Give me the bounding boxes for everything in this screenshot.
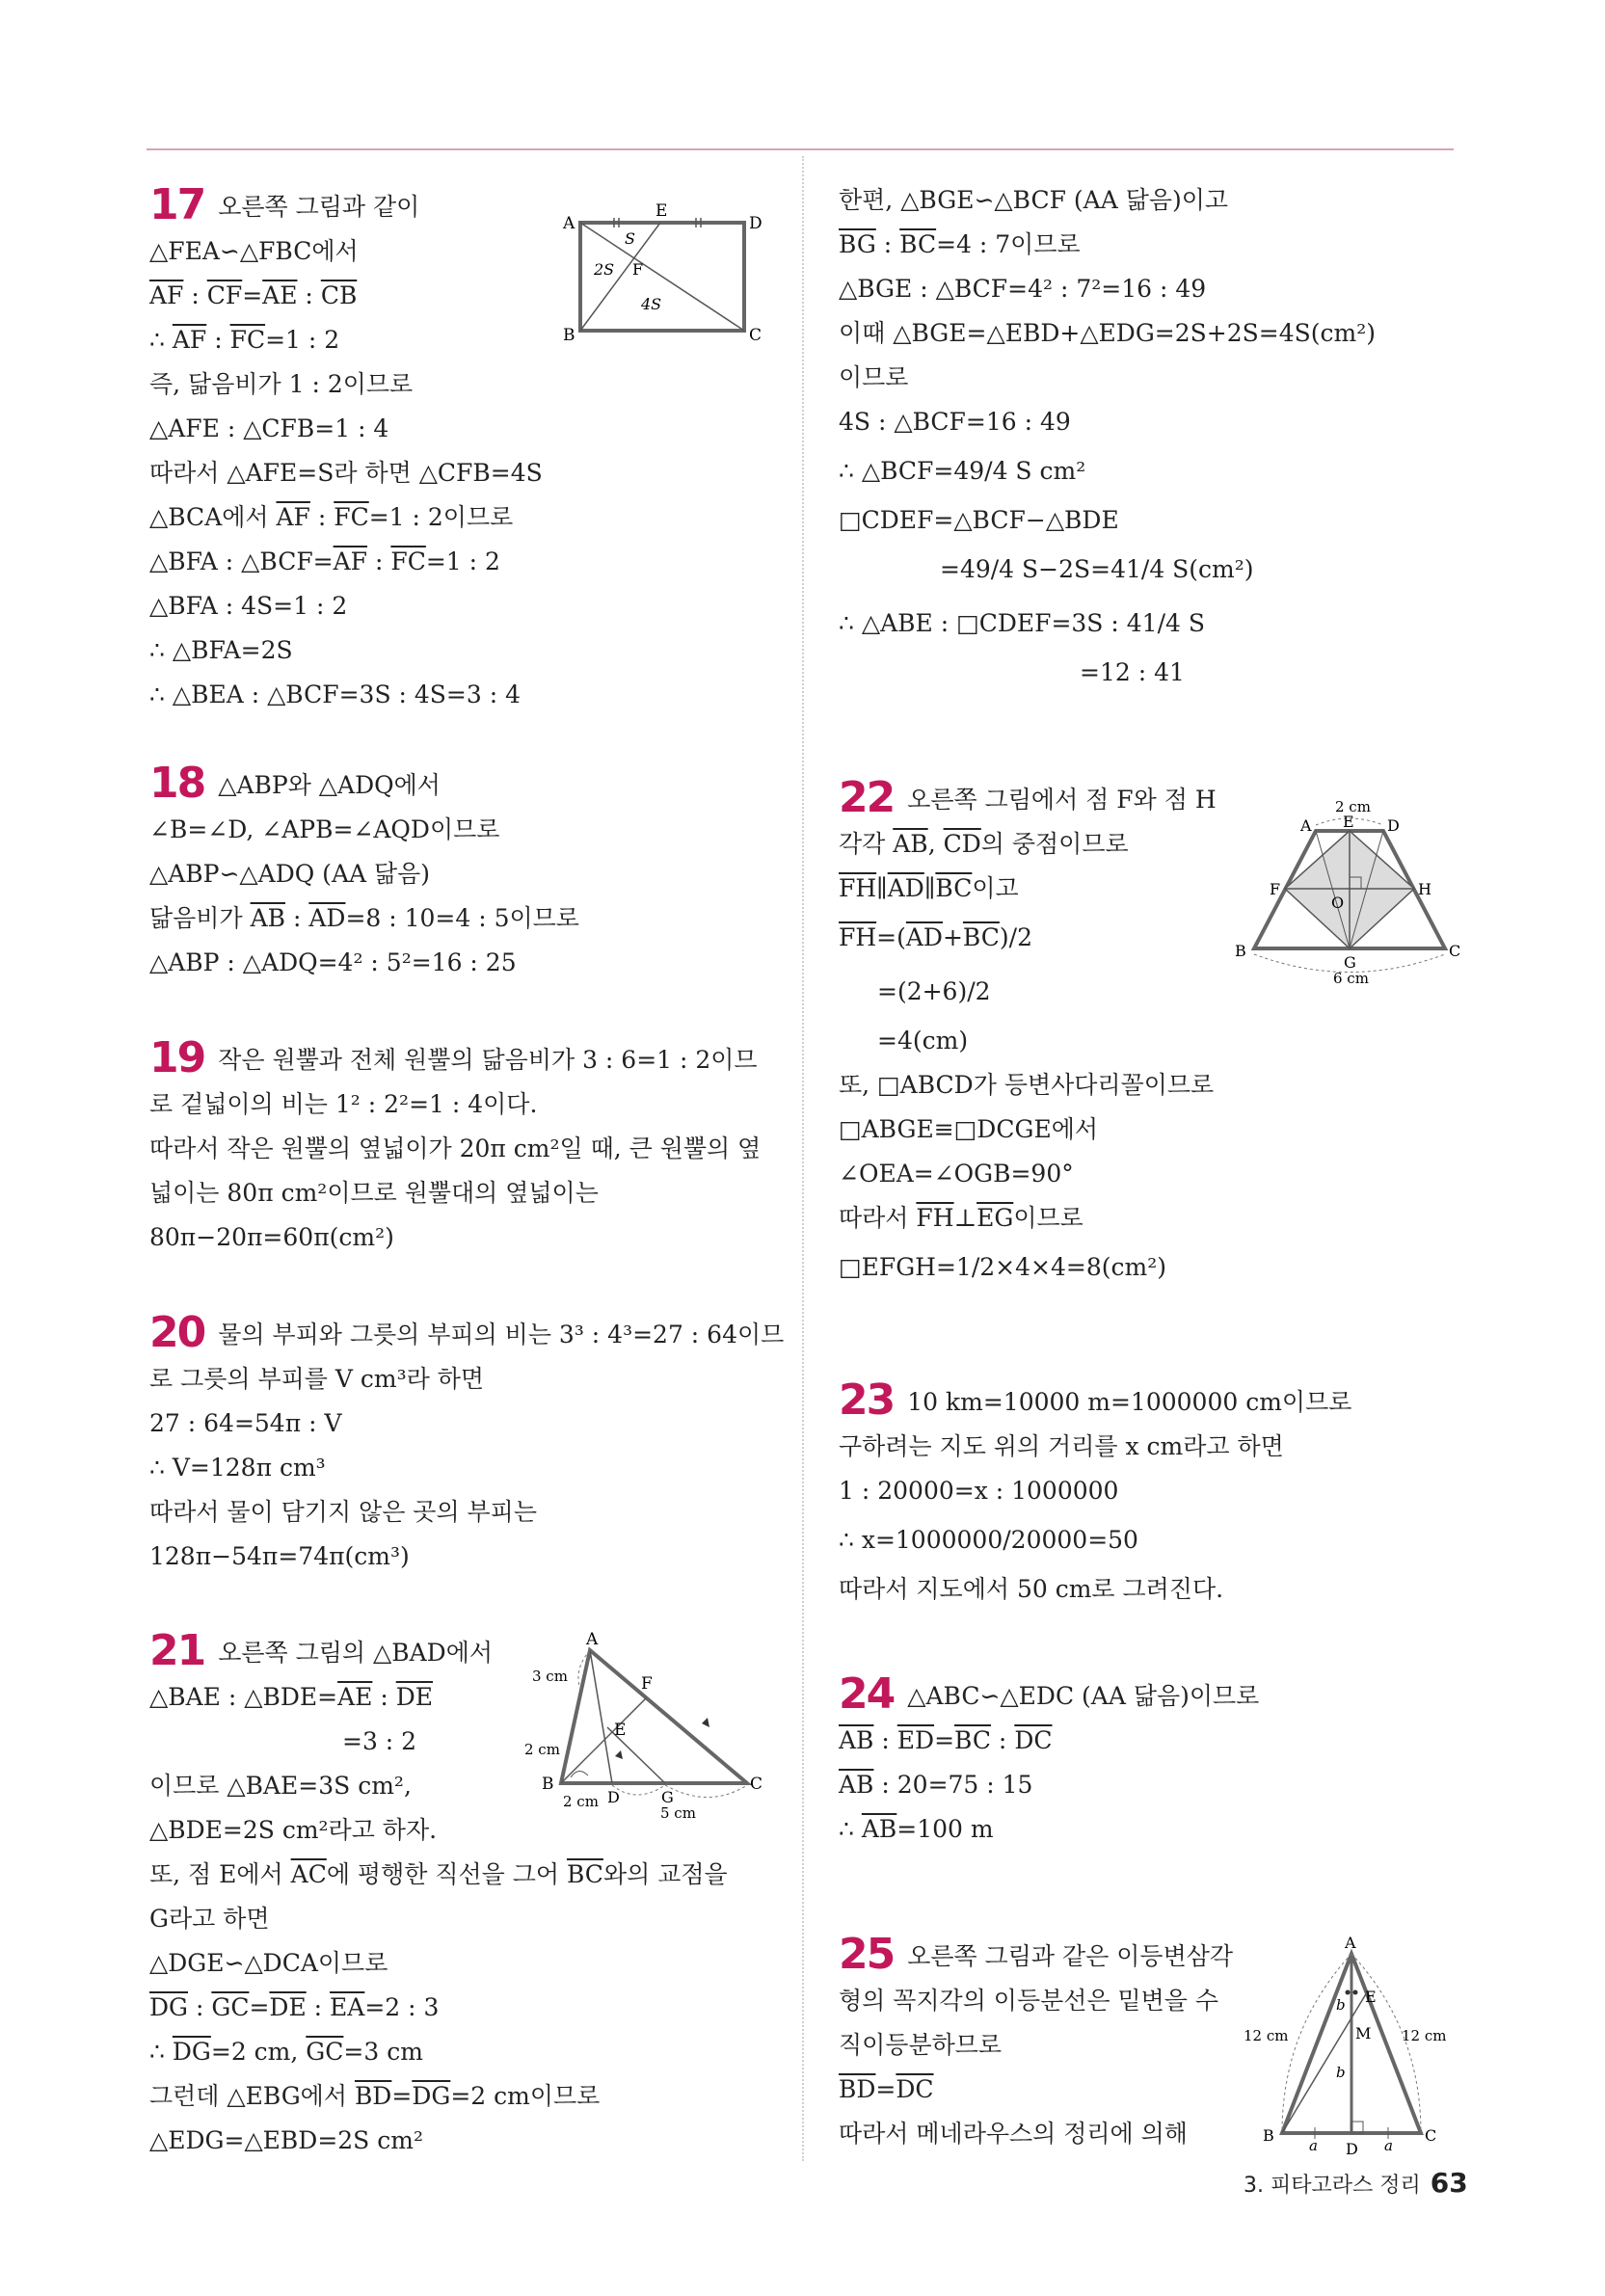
- label-a-left: a: [1309, 2137, 1318, 2154]
- label-D: D: [1387, 816, 1400, 835]
- text-line: ∠OEA=∠OGB=90°: [839, 1160, 1074, 1188]
- text-line: $\overline{BD}=\overline{DC}$: [839, 2075, 934, 2103]
- page-number: 63: [1430, 2167, 1468, 2199]
- text-line: 따라서 △AFE=S라 하면 △CFB=4S: [149, 459, 543, 487]
- text-line: △ABP∽△ADQ (AA 닮음): [149, 860, 431, 888]
- label-E: E: [655, 201, 668, 221]
- text-line: △BCA에서 $\overline{AF}$ : $\overline{FC}=1$ : 2이므로: [149, 503, 514, 531]
- problem-24: [839, 1669, 1260, 1852]
- text-line: ∠B=∠D, ∠APB=∠AQD이므로: [149, 815, 500, 843]
- figure-22-trapezoid: [1229, 783, 1470, 989]
- len-12cm-left: 12 cm: [1244, 2027, 1289, 2044]
- text-line: G라고 하면: [149, 1905, 270, 1933]
- text-line: ∴ V=128π cm³: [149, 1454, 326, 1482]
- text-line: $\overline{AF}$ : $\overline{CF}=\overline{AE}$ : $\overline{CB}$: [149, 281, 358, 309]
- problem-18: [149, 761, 579, 985]
- text-line: 128π−54π=74π(cm³): [149, 1542, 410, 1570]
- label-B: B: [563, 326, 575, 342]
- text-line: 27 : 64=54π : V: [149, 1409, 342, 1437]
- figure-21-triangle: [521, 1631, 771, 1828]
- text-line: 따라서 메네라우스의 정리에 의해: [839, 2120, 1188, 2148]
- text-line: $\overline{DG}$ : $\overline{GC}=\overline{DE}$ : $\overline{EA}=2$ : 3: [149, 1993, 440, 2021]
- problem-17: [149, 180, 543, 717]
- problem-number: 21: [149, 1626, 205, 1675]
- label-E: E: [1365, 1988, 1377, 2006]
- text-line: $\overline{FH}\parallel\overline{AD}\parallel\overline{BC}$이고: [839, 874, 1019, 902]
- text-line: 또, 점 E에서 $\overline{AC}$에 평행한 직선을 그어 $\overline{BC}$와의 교점을: [149, 1860, 728, 1888]
- text-line: 닮음비가 $\overline{AB}$ : $\overline{AD}=8$ : 10=4 : 5이므로: [149, 904, 579, 932]
- label-D: D: [607, 1788, 620, 1806]
- text-line: △ABP와 △ADQ에서: [218, 771, 441, 799]
- text-line: ∴ $\overline{AF}$ : $\overline{FC}=1$ : 2: [149, 326, 340, 354]
- text-line: =4(cm): [877, 1027, 969, 1055]
- text-line: 따라서 $\overline{FH}\perp\overline{EG}$이므로: [839, 1204, 1083, 1232]
- len-6cm: 6 cm: [1333, 970, 1369, 985]
- label-F: F: [641, 1674, 653, 1694]
- problem-22: [839, 773, 1217, 1295]
- text-line: △ABP : △ADQ=4² : 5²=16 : 25: [149, 948, 517, 976]
- problem-number: 19: [149, 1033, 205, 1082]
- text-line: 넓이는 80π cm²이므로 원뿔대의 옆넓이는: [149, 1179, 599, 1207]
- text-line: =(2+6)/2: [877, 977, 991, 1005]
- text-line: △BGE : △BCF=4² : 7²=16 : 49: [839, 275, 1207, 303]
- text-line: ∴ $\overline{DG}=2$ cm, $\overline{GC}=3$ cm: [149, 2038, 423, 2066]
- text-line: ∴ △BEA : △BCF=3S : 4S=3 : 4: [149, 681, 522, 708]
- label-b-lower: b: [1336, 2064, 1346, 2081]
- text-line: 로 겉넓이의 비는 1² : 2²=1 : 4이다.: [149, 1090, 538, 1118]
- label-A: A: [1345, 1934, 1356, 1952]
- label-C: C: [750, 1775, 763, 1794]
- text-line: △BAE : $\triangle BDE=\overline{AE}$ : $\overline{DE}$: [149, 1683, 433, 1711]
- problem-number: 18: [149, 759, 205, 808]
- text-line: =12 : 41: [1080, 658, 1185, 686]
- text-line: △BDE=2S cm²라고 하자.: [149, 1816, 438, 1844]
- text-line: 이므로 △BAE=3S cm²,: [149, 1772, 412, 1800]
- text-line: 이므로: [839, 363, 909, 391]
- label-G: G: [661, 1788, 674, 1806]
- text-line: 4S : △BCF=16 : 49: [839, 408, 1071, 436]
- label-A: A: [1300, 816, 1312, 835]
- label-D: D: [749, 214, 762, 233]
- problem-19: [149, 1033, 762, 1260]
- problem-number: 25: [839, 1930, 895, 1979]
- problem-23: [839, 1375, 1352, 1612]
- text-line: $\overline{AB}$ : $\overline{ED}=\overline{BC}$ : $\overline{DC}$: [839, 1726, 1053, 1754]
- text-line: 오른쪽 그림과 같이: [218, 193, 420, 221]
- text-line: △BFA : $\triangle BCF=\overline{AF}$ : $\overline{FC}=1$ : 2: [149, 547, 500, 575]
- label-F: F: [632, 260, 644, 279]
- text-line: ∴ △BFA=2S: [149, 636, 293, 664]
- label-E: E: [1343, 813, 1354, 831]
- area-4S: 4S: [641, 295, 662, 313]
- label-O: O: [1331, 894, 1345, 912]
- text-line: ∴ $\overline{AB}=100$ m: [839, 1815, 994, 1843]
- text-line: △ABC∽△EDC (AA 닮음)이므로: [907, 1682, 1260, 1710]
- problem-number: 23: [839, 1375, 895, 1425]
- len-2cm: 2 cm: [1335, 798, 1371, 815]
- label-b-upper: b: [1336, 1996, 1346, 2014]
- text-line: 따라서 지도에서 50 cm로 그려진다.: [839, 1575, 1224, 1603]
- len-2cm: 2 cm: [524, 1741, 560, 1758]
- label-D: D: [1346, 2140, 1358, 2154]
- label-A: A: [586, 1631, 599, 1649]
- text-line: 따라서 물이 담기지 않은 곳의 부피는: [149, 1498, 537, 1526]
- text-line: 10 km=10000 m=1000000 cm이므로: [907, 1388, 1352, 1416]
- label-B: B: [1263, 2126, 1274, 2145]
- text-line: =3 : 2: [342, 1727, 417, 1755]
- column-divider: [802, 156, 804, 2161]
- text-line: 이때 △BGE=△EBD+△EDG=2S+2S=4S(cm²): [839, 319, 1376, 347]
- figure-25-isosceles: [1244, 1933, 1465, 2158]
- text-line: □EFGH=1/2×4×4=8(cm²): [839, 1253, 1166, 1281]
- text-line: 각각 $\overline{AB}$, $\overline{CD}$의 중점이므로: [839, 830, 1129, 858]
- label-C: C: [749, 326, 762, 342]
- problem-number: 22: [839, 773, 895, 822]
- text-line: 또, □ABCD가 등변사다리꼴이므로: [839, 1071, 1215, 1099]
- text-line: □ABGE≡□DCGE에서: [839, 1115, 1098, 1143]
- text-line: 오른쪽 그림과 같은 이등변삼각: [907, 1942, 1234, 1970]
- top-rule: [147, 148, 1454, 150]
- label-C: C: [1425, 2126, 1437, 2145]
- text-line: 따라서 작은 원뿔의 옆넓이가 20π cm²일 때, 큰 원뿔의 옆: [149, 1135, 762, 1162]
- problem-20: [149, 1308, 785, 1579]
- text-line: △FEA∽△FBC에서: [149, 237, 359, 265]
- text-line: 한편, △BGE∽△BCF (AA 닮음)이고: [839, 186, 1229, 214]
- text-line: $\overline{BG}$ : $\overline{BC}=4$ : 7이므로: [839, 230, 1081, 258]
- label-C: C: [1449, 942, 1461, 960]
- label-M: M: [1355, 2024, 1372, 2042]
- len-12cm-right: 12 cm: [1402, 2027, 1447, 2044]
- len-5cm: 5 cm: [660, 1804, 696, 1822]
- text-line: $\overline{FH}=(\overline{AD}+\overline{BC})/2$: [839, 923, 1032, 951]
- text-line: 그런데 △EBG에서 $\overline{BD}=\overline{DG}=2$ cm이므로: [149, 2082, 601, 2110]
- text-line: △AFE : △CFB=1 : 4: [149, 414, 389, 442]
- problem-25: [839, 1930, 1234, 2156]
- text-line: $\overline{AB}$ : 20=75 : 15: [839, 1771, 1033, 1799]
- text-line: 작은 원뿔과 전체 원뿔의 닮음비가 3 : 6=1 : 2이므: [218, 1046, 758, 1074]
- len-2cm-bottom: 2 cm: [563, 1793, 599, 1810]
- label-A: A: [563, 214, 575, 233]
- area-2S: 2S: [594, 260, 615, 279]
- problem-number: 17: [149, 180, 205, 229]
- text-line: 즉, 닮음비가 1 : 2이므로: [149, 370, 414, 398]
- problem-number: 20: [149, 1308, 205, 1357]
- text-line: △BFA : 4S=1 : 2: [149, 592, 348, 620]
- label-B: B: [542, 1775, 554, 1794]
- area-S: S: [625, 229, 635, 248]
- text-line: 1 : 20000=x : 1000000: [839, 1477, 1119, 1505]
- text-line: 오른쪽 그림에서 점 F와 점 H: [907, 786, 1217, 814]
- text-line: □CDEF=△BCF−△BDE: [839, 506, 1119, 534]
- label-F: F: [1270, 880, 1281, 898]
- text-line: 직이등분하므로: [839, 2031, 1003, 2059]
- label-E: E: [614, 1721, 627, 1740]
- label-B: B: [1235, 942, 1246, 960]
- label-G: G: [1344, 953, 1356, 972]
- text-line: ∴ △BCF=49/4 S cm²: [839, 457, 1086, 485]
- text-line: ∴ △ABE : □CDEF=3S : 41/4 S: [839, 609, 1205, 637]
- text-line: 구하려는 지도 위의 거리를 x cm라고 하면: [839, 1432, 1284, 1460]
- text-line: △DGE∽△DCA이므로: [149, 1949, 388, 1977]
- figure-17-rectangle: [559, 198, 771, 346]
- label-H: H: [1418, 880, 1431, 898]
- text-line: 오른쪽 그림의 △BAD에서: [218, 1639, 494, 1667]
- text-line: △EDG=△EBD=2S cm²: [149, 2126, 423, 2154]
- text-line: 물의 부피와 그릇의 부피의 비는 3³ : 4³=27 : 64이므: [218, 1321, 785, 1348]
- text-line: 로 그릇의 부피를 V cm³라 하면: [149, 1365, 485, 1393]
- label-a-right: a: [1384, 2137, 1393, 2154]
- text-line: 형의 꼭지각의 이등분선은 밑변을 수: [839, 1987, 1219, 2015]
- len-3cm: 3 cm: [532, 1668, 568, 1685]
- text-line: 80π−20π=60π(cm²): [149, 1223, 394, 1251]
- problem-21-continued: [839, 178, 1376, 695]
- page-footer: [1244, 2167, 1468, 2199]
- text-line: =49/4 S−2S=41/4 S(cm²): [940, 555, 1254, 583]
- problem-number: 24: [839, 1669, 895, 1719]
- chapter-title: 3. 피타고라스 정리: [1244, 2174, 1421, 2198]
- text-line: ∴ x=1000000/20000=50: [839, 1526, 1138, 1554]
